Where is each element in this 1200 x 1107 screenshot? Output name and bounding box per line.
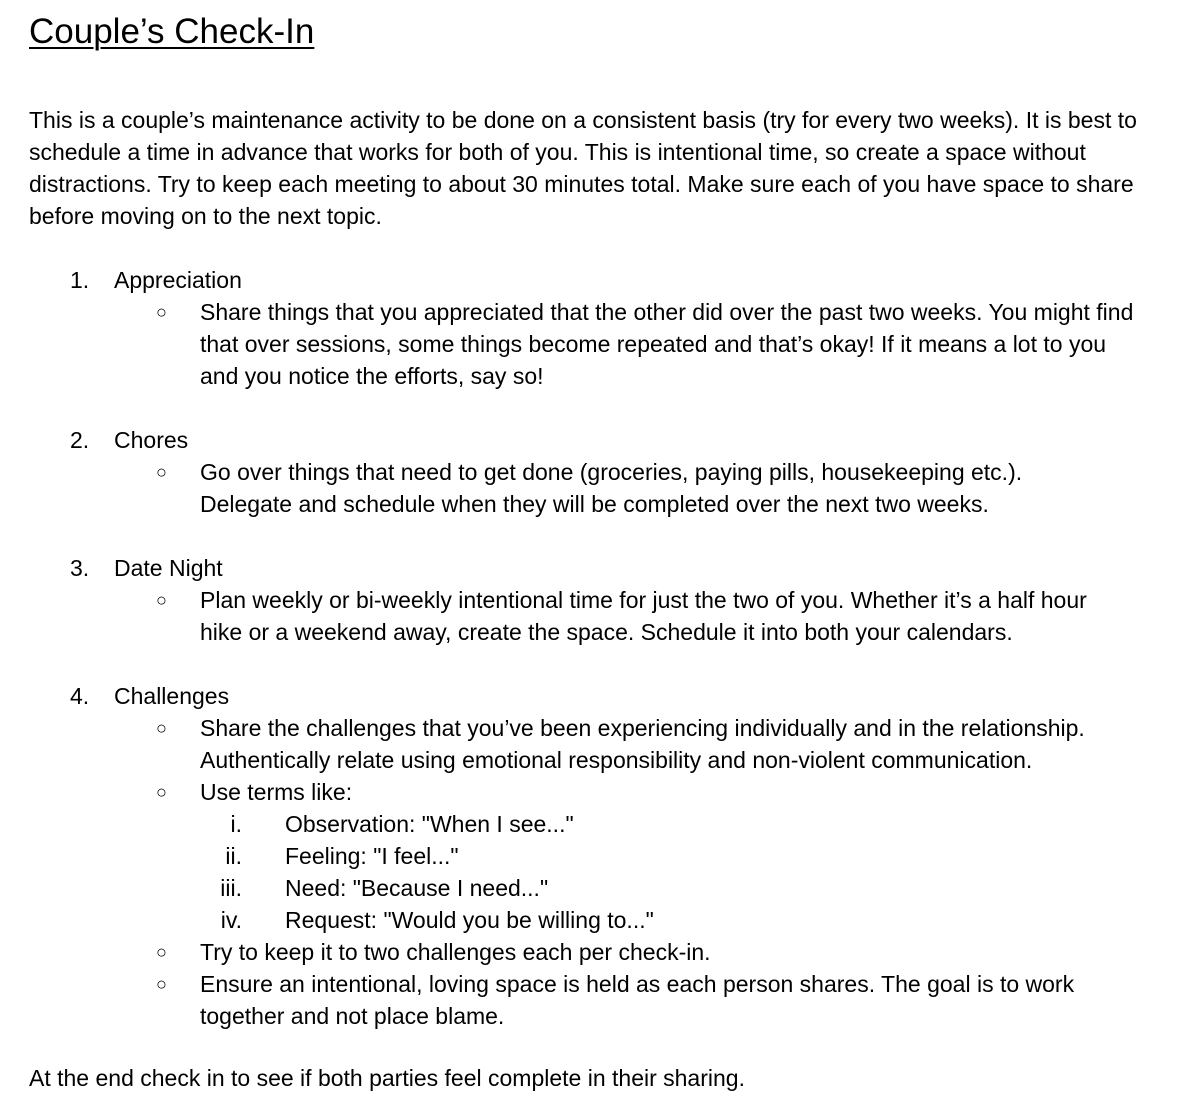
bullet-text: Ensure an intentional, loving space is held as each person shares. The goal is to work together and not place blame. [200, 971, 1075, 1029]
bullet-icon: ○ [156, 302, 167, 322]
bullet-text: Share things that you appreciated that the other did over the past two weeks. You might find that over sessions, some things become repeated and that’s okay! If it means a lot to you and you notice the efforts, say so! [200, 299, 1134, 389]
bullet-text: Plan weekly or bi-weekly intentional time for just the two of you. Whether it’s a half hour hike or a weekend away, create the space. Schedule it into both your calendars. [200, 587, 1087, 645]
section-title: Challenges [114, 683, 230, 709]
section-number: 2. [70, 427, 90, 453]
term-numeral: iv. [220, 907, 242, 933]
section-number: 4. [70, 683, 90, 709]
term-item [0, 872, 1200, 904]
bullet-icon: ○ [156, 462, 167, 482]
bullet-icon: ○ [156, 718, 167, 738]
section-number: 1. [70, 267, 90, 293]
section-title: Chores [114, 427, 189, 453]
section-title: Appreciation [114, 267, 242, 293]
bullet-text: Share the challenges that you’ve been experiencing individually and in the relationship. Authentically relate using emotional responsibility and non-violent communication. [200, 715, 1085, 773]
intro-paragraph: This is a couple’s maintenance activity to be done on a consistent basis (try for every two weeks). It is best to schedule a time in advance that works for both of you. This is intentional time, so create a space without distractions. Try to keep each meeting to about 30 minutes total. Make sure each of you have space to share before moving on to the next topic. [29, 107, 1137, 229]
bullet-text: Go over things that need to get done (groceries, paying pills, housekeeping etc.). Delegate and schedule when they will be completed over the next two weeks. [200, 459, 1023, 517]
bullet-icon: ○ [156, 974, 167, 994]
term-text: Feeling: "I feel..." [285, 843, 459, 869]
term-item [0, 840, 1200, 872]
bullet-icon: ○ [156, 590, 167, 610]
term-text: Need: "Because I need..." [285, 875, 549, 901]
term-numeral: ii. [225, 843, 242, 869]
bullet-icon: ○ [156, 782, 167, 802]
bullet-text: Try to keep it to two challenges each per check-in. [200, 939, 711, 965]
term-text: Observation: "When I see..." [285, 811, 574, 837]
section-number: 3. [70, 555, 90, 581]
term-numeral: i. [230, 811, 242, 837]
term-text: Request: "Would you be willing to..." [285, 907, 654, 933]
term-numeral: iii. [220, 875, 242, 901]
term-item [0, 904, 1200, 936]
closing-paragraph: At the end check in to see if both parties feel complete in their sharing. [29, 1065, 745, 1091]
bullet-icon: ○ [156, 942, 167, 962]
section-title: Date Night [114, 555, 223, 581]
document-title: Couple’s Check-In [29, 12, 315, 51]
term-item [0, 808, 1200, 840]
bullet-text: Use terms like: [200, 779, 353, 805]
